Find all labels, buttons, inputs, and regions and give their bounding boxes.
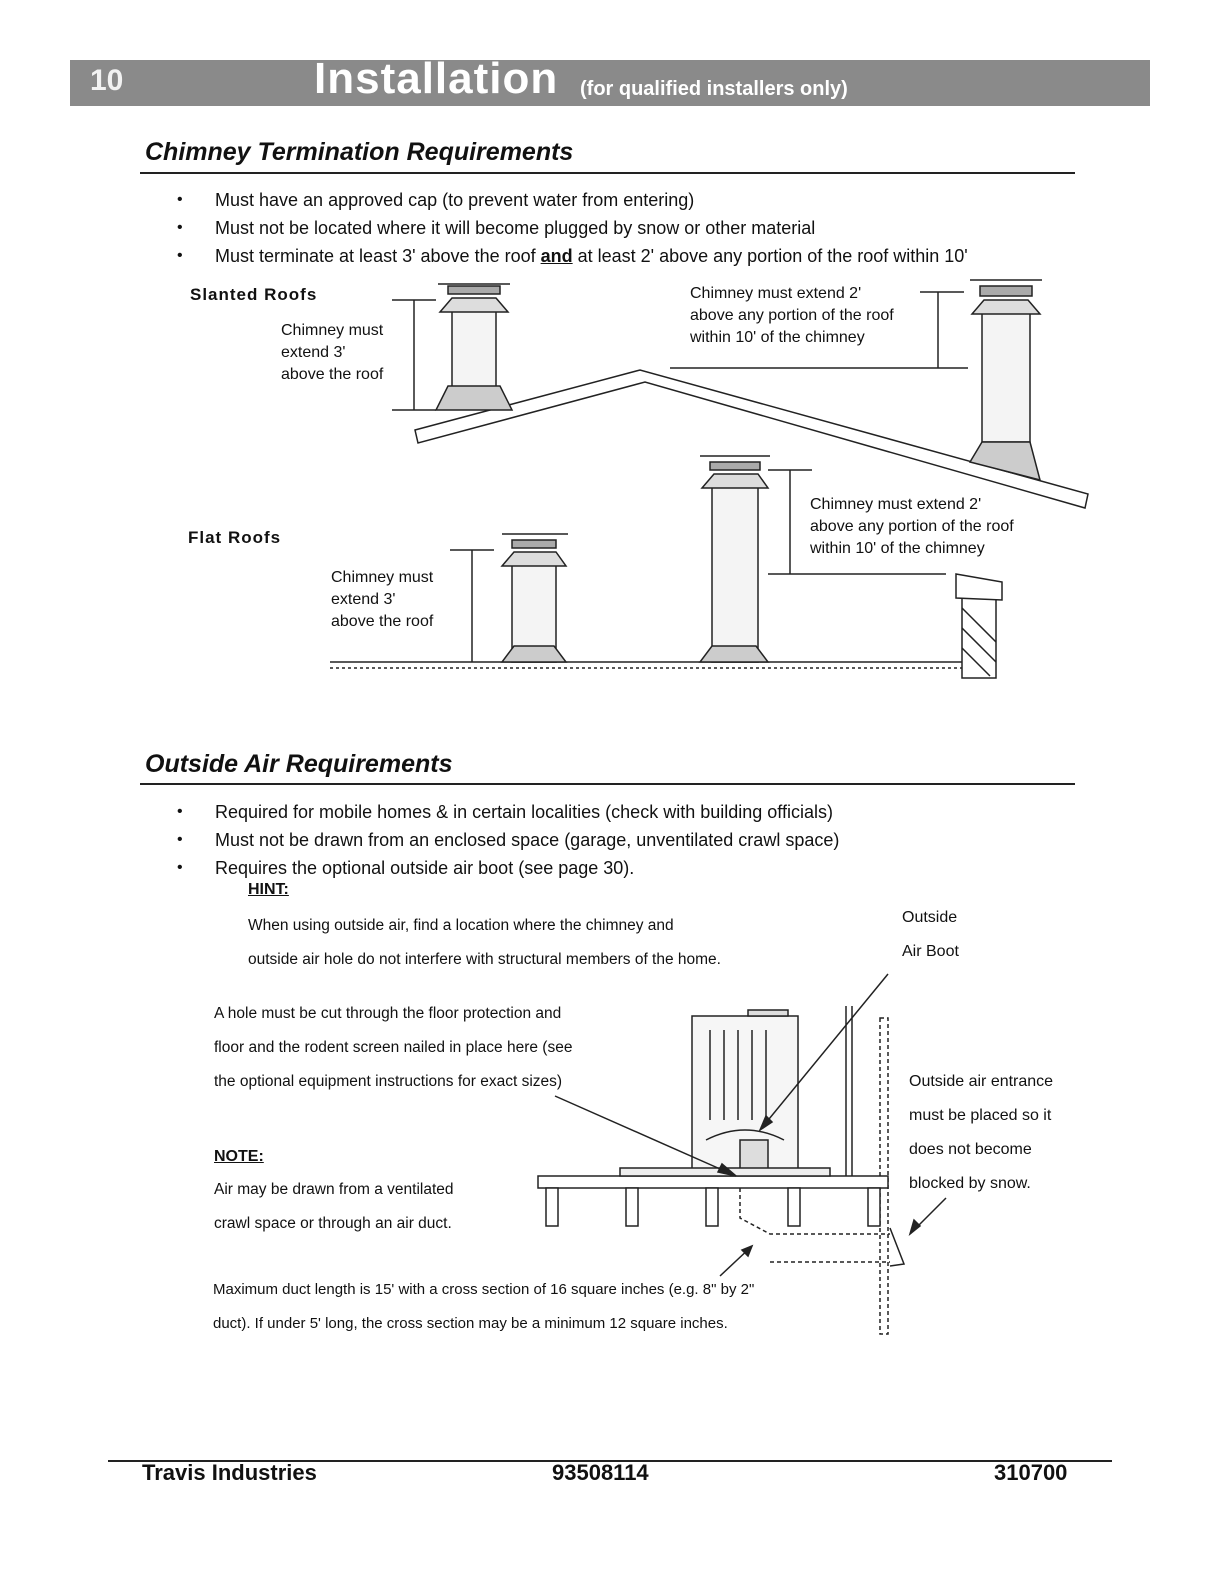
note-line: duct). If under 5' long, the cross section may be a minimum 12 square inches. bbox=[213, 1315, 728, 1332]
label-line: above any portion of the roof bbox=[690, 307, 894, 324]
list-item: • Required for mobile homes & in certain localities (check with building officials) bbox=[177, 802, 833, 822]
bullet-text-end: at least 2' above any portion of the roof within 10' bbox=[572, 246, 968, 266]
note-line: Air may be drawn from a ventilated bbox=[214, 1181, 454, 1198]
note-line: crawl space or through an air duct. bbox=[214, 1215, 452, 1232]
bullet-text: Must not be drawn from an enclosed space (garage, unventilated crawl space) bbox=[215, 830, 840, 850]
page-subtitle: (for qualified installers only) bbox=[580, 78, 848, 100]
hint-label: HINT: bbox=[248, 881, 289, 898]
page-number: 10 bbox=[90, 64, 124, 97]
footer-part-number: 93508114 bbox=[552, 1460, 649, 1485]
list-item: • Must terminate at least 3' above the roof and at least 2' above any portion of the roof within 10' bbox=[177, 246, 968, 266]
label-line: Chimney must bbox=[281, 322, 384, 339]
note-line: Maximum duct length is 15' with a cross section of 16 square inches (e.g. 8" by 2" bbox=[213, 1281, 755, 1298]
hint-line: When using outside air, find a location where the chimney and bbox=[248, 917, 674, 934]
list-item: • Must not be drawn from an enclosed space (garage, unventilated crawl space) bbox=[177, 830, 840, 850]
air-section-title: Outside Air Requirements bbox=[145, 750, 453, 778]
note-line: blocked by snow. bbox=[909, 1175, 1031, 1192]
note-line: the optional equipment instructions for exact sizes) bbox=[214, 1073, 563, 1090]
footer-company: Travis Industries bbox=[142, 1460, 317, 1485]
chimney-section-title: Chimney Termination Requirements bbox=[145, 138, 574, 166]
slanted-roofs-label: Slanted Roofs bbox=[190, 285, 318, 304]
note-line: does not become bbox=[909, 1141, 1032, 1158]
floor bbox=[538, 1176, 888, 1188]
page-title: Installation bbox=[314, 54, 559, 103]
air-entrance bbox=[890, 1228, 904, 1266]
label-line: within 10' of the chimney bbox=[690, 329, 865, 346]
label-line: above the roof bbox=[331, 613, 434, 630]
bullet-text: Must not be located where it will become plugged by snow or other material bbox=[215, 218, 816, 238]
floor-hole-note bbox=[214, 997, 572, 1099]
label-line: Chimney must extend 2' bbox=[690, 285, 862, 302]
flat-roofs-label: Flat Roofs bbox=[188, 528, 282, 547]
air-entrance-note bbox=[909, 1065, 1053, 1201]
label-line: Outside bbox=[902, 909, 958, 926]
note-label: NOTE: bbox=[214, 1148, 264, 1165]
label-line: within 10' of the chimney bbox=[810, 540, 985, 557]
list-item: • Must have an approved cap (to prevent water from entering) bbox=[177, 190, 695, 210]
list-item: • Must not be located where it will become plugged by snow or other material bbox=[177, 218, 816, 238]
note-line: must be placed so it bbox=[909, 1107, 1052, 1124]
list-item: • Requires the optional outside air boot (see page 30). bbox=[177, 858, 635, 878]
bullet-text-start: Must terminate at least 3' above the roof bbox=[215, 246, 541, 266]
duct-length-note bbox=[213, 1273, 754, 1341]
label-line: Air Boot bbox=[902, 943, 959, 960]
bullet-text: Must have an approved cap (to prevent water from entering) bbox=[215, 190, 695, 210]
bullet-text: Requires the optional outside air boot (see page 30). bbox=[215, 858, 635, 878]
label-line: above the roof bbox=[281, 366, 384, 383]
footer-date-code: 310700 bbox=[994, 1460, 1068, 1485]
note-line: floor and the rodent screen nailed in place here (see bbox=[214, 1039, 573, 1056]
label-line: Chimney must extend 2' bbox=[810, 496, 982, 513]
note-line: A hole must be cut through the floor protection and bbox=[214, 1005, 562, 1022]
hint-line: outside air hole do not interfere with structural members of the home. bbox=[248, 951, 721, 968]
label-line: extend 3' bbox=[331, 591, 396, 608]
bullet-emphasis: and bbox=[540, 246, 573, 266]
label-line: above any portion of the roof bbox=[810, 518, 1014, 535]
stove bbox=[692, 1010, 798, 1170]
note-line: Outside air entrance bbox=[909, 1073, 1054, 1090]
bullet-text: Required for mobile homes & in certain localities (check with building officials) bbox=[215, 802, 833, 822]
crawl-space-note bbox=[214, 1173, 454, 1241]
label-line: Chimney must bbox=[331, 569, 434, 586]
label-line: extend 3' bbox=[281, 344, 346, 361]
